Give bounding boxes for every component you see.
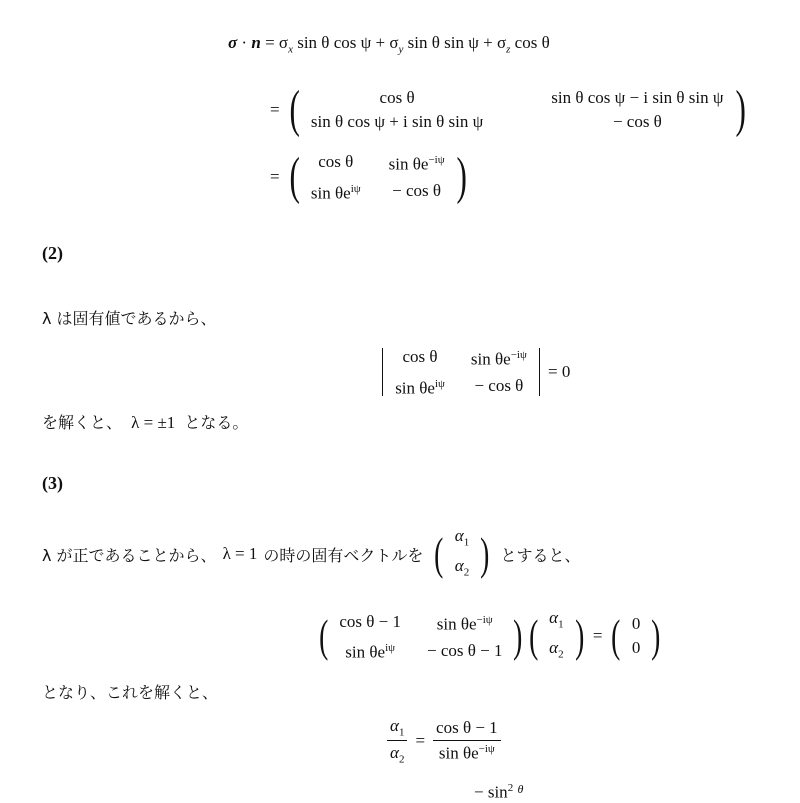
det-rhs: = 0	[548, 361, 571, 381]
ratio-eq: =	[415, 730, 426, 750]
sub-y: y	[398, 43, 404, 56]
alpha-ratio: $\frac{\alpha_1}{\alpha_2}$	[387, 716, 407, 766]
determinant-matrix	[387, 343, 535, 400]
result-math: λ = ±1	[131, 413, 176, 432]
eq1-rhs-tail: sin θ cos ψ + σ	[297, 33, 399, 52]
section3-intro	[42, 524, 581, 585]
matrix-a11: cos θ	[318, 152, 354, 172]
equation-matrix-expanded	[270, 81, 749, 138]
n-bold: n	[251, 33, 261, 52]
matrix-expanded	[303, 86, 732, 134]
equation-sigma-dot-n	[228, 33, 550, 55]
section2-intro: λ は固有値であるから、	[42, 309, 217, 328]
ratio-equation	[387, 716, 501, 766]
eq1-mid: sin θ sin ψ + σ	[407, 33, 507, 52]
m-a12: $\sin \theta e^{-i\psi}$	[436, 613, 493, 634]
vec-alpha1: $\alpha_1$	[454, 526, 470, 549]
matrix-a22: − cos θ	[392, 180, 442, 200]
eigenvector-column: ( $\alpha_1$ $\alpha_2$ )	[431, 524, 492, 585]
eigen-eq: =	[592, 626, 603, 646]
dot-operator: ·	[241, 33, 248, 52]
eigen-equation: ( cos θ − 1 $\sin \theta e^{-i\psi}$ $\sin \theta e^{i\psi}$ − cos θ − 1 ) ( $\alpha_1$ $\alpha_2$ ) = ( 0 0 )	[316, 606, 664, 667]
section2-result	[42, 410, 248, 433]
matrix-a22: − cos θ	[612, 112, 662, 131]
det-left-bar	[382, 348, 383, 396]
det-a22: − cos θ	[474, 375, 524, 395]
det-a11: cos θ	[402, 347, 438, 367]
intro-post: とすると、	[500, 545, 581, 565]
section-heading-3: (3)	[42, 473, 63, 493]
eq1-end: cos θ	[514, 33, 550, 52]
eq2-equals: =	[270, 100, 280, 119]
section3-then: となり、これを解くと、	[42, 683, 219, 702]
matrix-a12: sin θ cos ψ − i sin θ sin ψ	[551, 88, 724, 107]
matrix-exponential	[303, 148, 453, 205]
sub-x: x	[288, 43, 293, 56]
right-paren: )	[456, 147, 467, 205]
result-pre: を解くと、	[42, 413, 123, 432]
equation-matrix-exponential	[270, 148, 470, 205]
m-a22: − cos θ − 1	[426, 640, 503, 660]
m-a11: cos θ − 1	[339, 612, 401, 632]
ratio-rhs: $\frac{\text{cos θ − 1}}{\sin \theta e^{-i\psi}}$	[433, 718, 501, 764]
matrix-a11: cos θ	[379, 88, 415, 107]
intro-pre: λ が正であることから、	[42, 545, 217, 565]
matrix-a21: sin θ cos ψ + i sin θ sin ψ	[310, 112, 484, 131]
right-paren: )	[735, 81, 746, 138]
vec-alpha2: $\alpha_2$	[454, 556, 470, 579]
det-a21: $\sin \theta e^{i\psi}$	[395, 377, 445, 398]
result-post: となる。	[184, 413, 249, 432]
intro-mid: の時の固有ベクトルを	[263, 545, 424, 565]
zero-vector	[624, 612, 649, 660]
eq3-equals: =	[270, 166, 280, 186]
determinant-equation	[378, 343, 570, 400]
left-paren: (	[289, 81, 300, 138]
det-right-bar	[539, 348, 540, 396]
zero-1: 0	[631, 614, 641, 634]
m-a21: $\sin \theta e^{i\psi}$	[345, 642, 396, 663]
eigen-vector: $\alpha_1$ $\alpha_2$	[549, 608, 564, 661]
cut-off-line: − $\sin^2 ^\theta$	[474, 782, 524, 802]
matrix-a12: $\sin \theta e^{-i\psi}$	[388, 154, 445, 174]
section-heading-2: (2)	[42, 243, 63, 263]
left-paren: (	[289, 147, 300, 205]
sub-z: z	[506, 43, 511, 56]
zero-2: 0	[631, 638, 641, 658]
eigen-matrix	[331, 608, 510, 665]
sigma-bold: σ	[228, 33, 238, 52]
det-a12: $\sin \theta e^{-i\psi}$	[470, 349, 527, 369]
eq1-rhs: = σ	[265, 33, 289, 52]
intro-math: λ = 1	[222, 544, 258, 564]
matrix-a21: $\sin \theta e^{i\psi}$	[310, 182, 361, 203]
